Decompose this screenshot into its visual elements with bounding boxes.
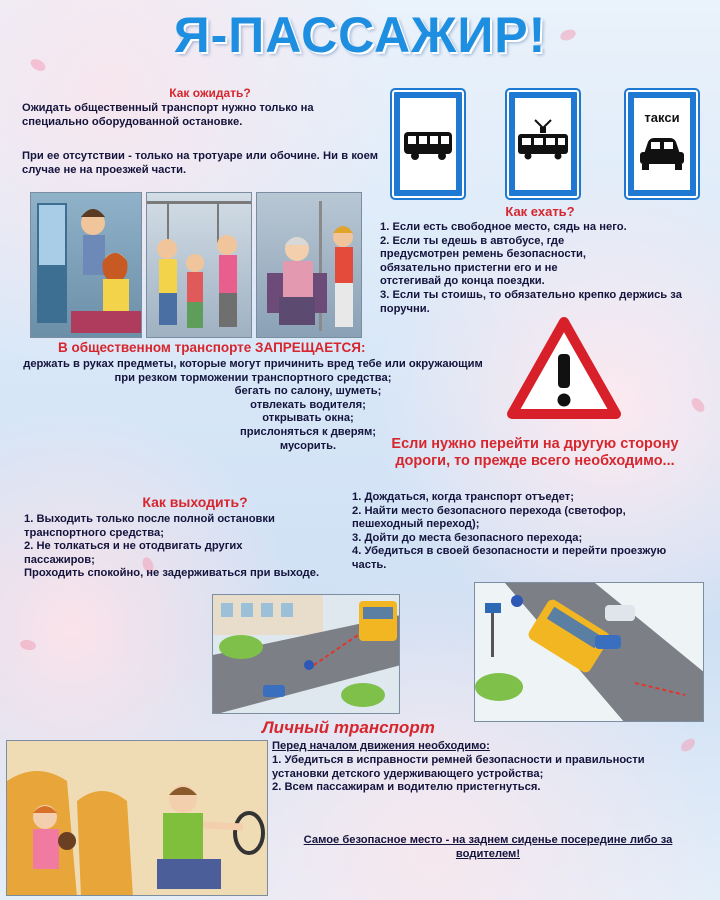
forbidden-item: мусорить.: [279, 439, 337, 452]
forbidden-item: прислоняться к дверям;: [240, 425, 376, 438]
forbidden-item: держать в руках предметы, которые могут причинить вред тебе или окружающим при резком торможении транспортного средства;: [23, 358, 483, 384]
wait-heading: Как ожидать?: [169, 86, 251, 100]
ride-list: [380, 221, 700, 316]
car-interior-illustration: [6, 740, 268, 896]
taxi-car-icon: [634, 98, 690, 190]
personal-item: 2. Всем пассажирам и водителю пристегнуться.: [272, 781, 541, 794]
safest-place-note: Самое безопасное место - на заднем сиденье посередине либо за водителем!: [303, 834, 673, 860]
cross-list: [352, 491, 698, 573]
ride-item: 3. Если ты стоишь, то обязательно крепко держись за поручни.: [380, 288, 682, 315]
forbidden-item: бегать по салону, шуметь;: [234, 385, 382, 398]
exit-item: 1. Выходить только после полной остановки транспортного средства;: [24, 513, 275, 539]
ride-item: 2. Если ты едешь в автобусе, где предусмотрен ремень безопасности, обязательно пристегни его и не отстегивай до конца поездки.: [380, 234, 587, 288]
cross-item: 1. Дождаться, когда транспорт отъедет;: [352, 491, 574, 503]
cross-item: 3. Дойти до места безопасного перехода;: [352, 531, 583, 544]
personal-subheading: Перед началом движения необходимо:: [272, 740, 490, 752]
wait-paragraph-1: Ожидать общественный транспорт нужно только на специально оборудованной остановке.: [22, 102, 314, 128]
petal-decoration: [19, 639, 36, 652]
cross-item: 2. Найти место безопасного перехода (светофор, пешеходный переход);: [352, 504, 626, 531]
passenger-window-illustration: [30, 192, 142, 338]
forbidden-heading: В общественном транспорте ЗАПРЕЩАЕТСЯ:: [58, 340, 366, 355]
cross-item: 4. Убедиться в своей безопасности и перейти проезжую часть.: [352, 545, 667, 571]
poster-title: Я-ПАССАЖИР!: [173, 7, 547, 63]
petal-decoration: [689, 396, 707, 415]
tram-icon: [515, 98, 571, 190]
exit-item: Проходить спокойно, не задерживаться при выходе.: [24, 567, 320, 580]
taxi-stand-sign: [626, 90, 698, 198]
forbidden-item: открывать окна;: [262, 412, 354, 425]
exit-list: [24, 513, 348, 581]
wait-paragraph-2: При ее отсутствии - только на тротуаре или обочине. Ни в коем случае не на проезжей части.: [22, 150, 378, 176]
tram-stop-sign: [507, 90, 579, 198]
bus-stop-sign: [392, 90, 464, 198]
bus-icon: [400, 98, 456, 190]
warning-triangle-icon: [506, 316, 622, 420]
personal-list: [272, 754, 672, 795]
personal-heading: Личный транспорт: [262, 718, 435, 737]
exit-item: 2. Не толкаться и не отодвигать других пассажиров;: [24, 540, 243, 566]
taxi-sign-label: такси: [644, 110, 680, 125]
seated-grandmother-illustration: [256, 192, 362, 338]
ride-item: 1. Если есть свободное место, сядь на него.: [380, 221, 627, 233]
personal-item: 1. Убедиться в исправности ремней безопасности и правильности установки детского удерживающего устройства;: [272, 754, 645, 780]
cross-heading: Если нужно перейти на другую сторону дороги, то прежде всего необходимо...: [391, 436, 679, 469]
bus-crossing-street-illustration: [474, 582, 704, 722]
exit-heading: Как выходить?: [142, 494, 248, 510]
forbidden-item: отвлекать водителя;: [250, 398, 366, 411]
ride-heading: Как ехать?: [505, 204, 575, 219]
standing-passengers-illustration: [146, 192, 252, 338]
bus-stop-street-illustration: [212, 594, 400, 714]
